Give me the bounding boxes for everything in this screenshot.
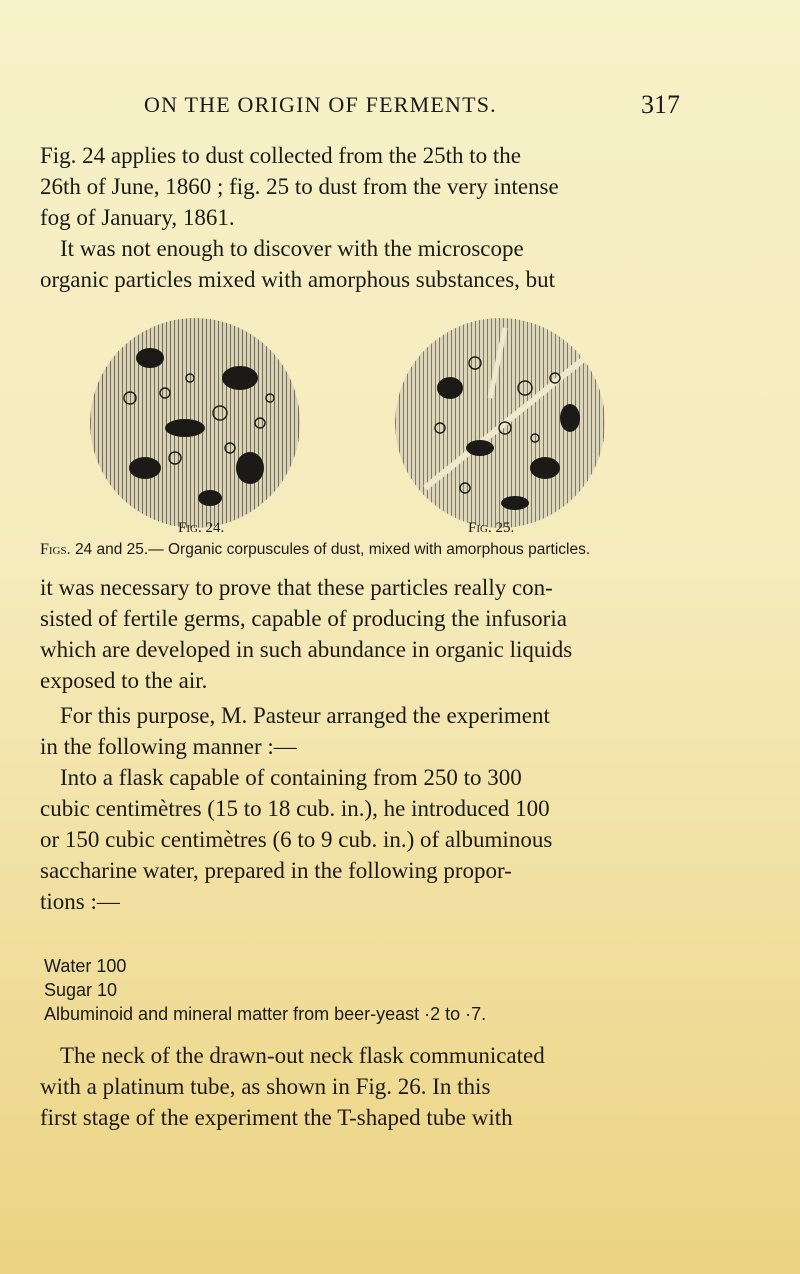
caption-prefix: Figs. [40,541,71,558]
text-line: For this purpose, M. Pasteur arranged the experiment [60,703,550,728]
flask-paragraph [40,762,700,917]
text-line: cubic centimètres (15 to 18 cub. in.), he introduced 100 [40,796,550,821]
second-paragraph [40,233,700,295]
text-line: 26th of June, 1860 ; fig. 25 to dust from the very intense [40,174,559,199]
text-line: Into a flask capable of containing from 250 to 300 [60,765,522,790]
page-number: 317 [641,90,680,119]
recipe-item-albuminoid: Albuminoid and mineral matter from beer-yeast ·2 to ·7. [44,1004,487,1024]
figure-group [90,318,710,528]
text-line: fog of January, 1861. [40,205,235,230]
fig24-label: Fig. 24. [178,520,225,536]
text-line: with a platinum tube, as shown in Fig. 26. In this [40,1074,491,1099]
recipe-item-water: Water 100 [44,956,127,976]
caption-text: 24 and 25.— Organic corpuscules of dust, mixed with amorphous particles. [74,541,591,558]
text-line: sisted of fertile germs, capable of producing the infusoria [40,606,567,631]
figure-caption [40,541,760,559]
final-paragraph [40,1040,700,1133]
text-line: or 150 cubic centimètres (6 to 9 cub. in.) of albuminous [40,827,553,852]
text-line: tions :— [40,889,120,914]
text-line: in the following manner :— [40,734,297,759]
page-header [140,92,680,126]
text-line: It was not enough to discover with the microscope [60,236,524,261]
text-line: exposed to the air. [40,668,208,693]
text-line: Fig. 24 applies to dust collected from the 25th to the [40,143,522,168]
intro-paragraph [40,140,700,233]
text-line: which are developed in such abundance in organic liquids [40,637,573,662]
pasteur-paragraph [40,700,700,762]
fig25-label: Fig. 25. [468,520,515,536]
text-line: saccharine water, prepared in the following propor- [40,858,512,883]
recipe-item-sugar: Sugar 10 [44,980,118,1000]
running-title: ON THE ORIGIN OF FERMENTS. [144,92,497,117]
text-line: organic particles mixed with amorphous substances, but [40,267,556,292]
fig24-illustration [90,318,300,528]
text-line: it was necessary to prove that these particles really con- [40,575,553,600]
text-line: The neck of the drawn-out neck flask communicated [60,1043,545,1068]
body-paragraph [40,572,700,696]
text-line: first stage of the experiment the T-shaped tube with [40,1105,513,1130]
fig25-illustration [395,318,605,528]
recipe-list [44,954,486,1026]
